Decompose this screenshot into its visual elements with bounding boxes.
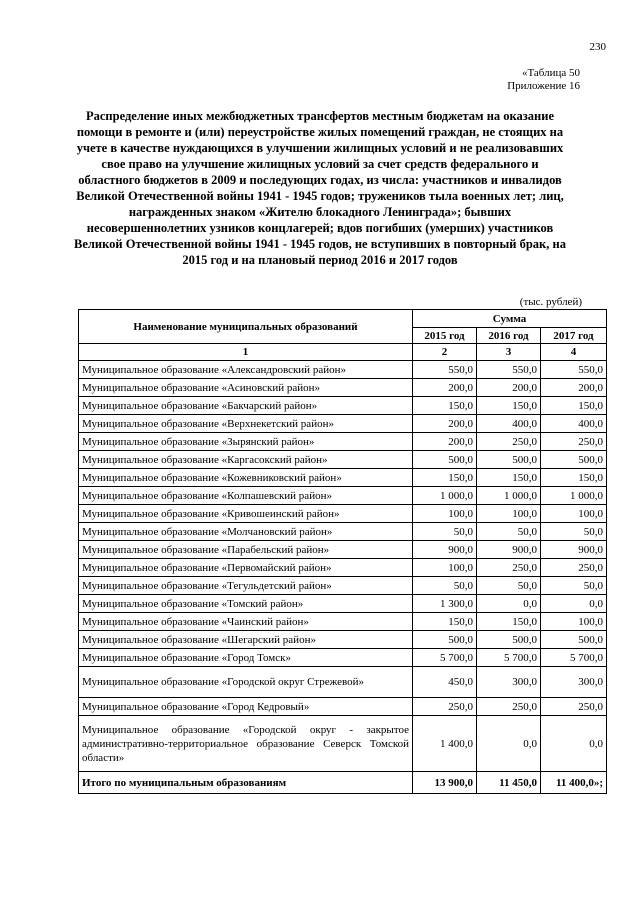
value-2015: 200,0 bbox=[413, 415, 477, 433]
value-2016: 200,0 bbox=[477, 379, 541, 397]
value-2016: 1 000,0 bbox=[477, 487, 541, 505]
value-2016: 500,0 bbox=[477, 631, 541, 649]
header-col-3: 3 bbox=[477, 344, 541, 361]
value-2016: 250,0 bbox=[477, 433, 541, 451]
table-row bbox=[79, 541, 607, 559]
value-2017: 150,0 bbox=[541, 397, 607, 415]
value-2016: 500,0 bbox=[477, 451, 541, 469]
value-2016: 400,0 bbox=[477, 415, 541, 433]
value-2017: 200,0 bbox=[541, 379, 607, 397]
table-row bbox=[79, 505, 607, 523]
municipality-name: Муниципальное образование «Кривошеинский район» bbox=[79, 505, 413, 523]
municipality-name: Муниципальное образование «Чаинский район» bbox=[79, 613, 413, 631]
municipality-name: Муниципальное образование «Каргасокский район» bbox=[79, 451, 413, 469]
header-name: Наименование муниципальных образований bbox=[79, 310, 413, 344]
value-2017: 400,0 bbox=[541, 415, 607, 433]
value-2017: 550,0 bbox=[541, 361, 607, 379]
value-2016: 0,0 bbox=[477, 716, 541, 772]
table-row bbox=[79, 577, 607, 595]
table-row bbox=[79, 451, 607, 469]
value-2016: 50,0 bbox=[477, 523, 541, 541]
value-2017: 50,0 bbox=[541, 523, 607, 541]
table-row bbox=[79, 361, 607, 379]
table-row bbox=[79, 595, 607, 613]
value-2015: 150,0 bbox=[413, 613, 477, 631]
municipality-name: Муниципальное образование «Город Томск» bbox=[79, 649, 413, 667]
municipality-name: Муниципальное образование «Город Кедровый» bbox=[79, 698, 413, 716]
value-2017: 250,0 bbox=[541, 698, 607, 716]
value-2016: 100,0 bbox=[477, 505, 541, 523]
municipality-name: Муниципальное образование «Первомайский район» bbox=[79, 559, 413, 577]
value-2016: 300,0 bbox=[477, 667, 541, 698]
table-row bbox=[79, 487, 607, 505]
total-2016: 11 450,0 bbox=[477, 772, 541, 794]
table-reference: «Таблица 50 bbox=[521, 67, 580, 79]
header-2015: 2015 год bbox=[413, 328, 477, 344]
document-title: Распределение иных межбюджетных трансфертов местным бюджетам на оказание помощи в ремонте и (или) переустройстве жилых помещений граждан, не стоящих на учете в качестве нуждающихся в улучшении жилищных условий и не реализовавших свое право на улучшение жилищных условий за счет средств федерального и областного бюджетов в 2009 и последующих годах, из числа: участников и инвалидов Великой Отечественной войны 1941 - 1945 годов; тружеников тыла военных лет; лиц, награжденных знаком «Жителю блокадного Ленинграда»; бывших несовершеннолетних узников концлагерей; вдов погибших (умерших) участников Великой Отечественной войны 1941 - 1945 годов, не вступивших в повторный брак, на 2015 год и на плановый период 2016 и 2017 годов bbox=[74, 109, 566, 267]
value-2017: 5 700,0 bbox=[541, 649, 607, 667]
value-2015: 150,0 bbox=[413, 397, 477, 415]
value-2017: 0,0 bbox=[541, 595, 607, 613]
value-2015: 5 700,0 bbox=[413, 649, 477, 667]
municipality-name: Муниципальное образование «Молчановский район» bbox=[79, 523, 413, 541]
header-sum: Сумма bbox=[413, 310, 607, 328]
value-2016: 900,0 bbox=[477, 541, 541, 559]
value-2015: 100,0 bbox=[413, 559, 477, 577]
value-2015: 500,0 bbox=[413, 451, 477, 469]
table-row bbox=[79, 433, 607, 451]
municipality-name: Муниципальное образование «Шегарский район» bbox=[79, 631, 413, 649]
total-row bbox=[79, 772, 607, 794]
value-2017: 100,0 bbox=[541, 613, 607, 631]
value-2017: 500,0 bbox=[541, 451, 607, 469]
municipality-name: Муниципальное образование «Томский район» bbox=[79, 595, 413, 613]
table-row bbox=[79, 379, 607, 397]
value-2016: 5 700,0 bbox=[477, 649, 541, 667]
municipality-name: Муниципальное образование «Асиновский район» bbox=[79, 379, 413, 397]
municipality-name: Муниципальное образование «Бакчарский район» bbox=[79, 397, 413, 415]
municipality-name: Муниципальное образование «Зырянский район» bbox=[79, 433, 413, 451]
municipality-name: Муниципальное образование «Колпашевский район» bbox=[79, 487, 413, 505]
value-2015: 50,0 bbox=[413, 523, 477, 541]
table-row bbox=[79, 415, 607, 433]
table-row bbox=[79, 523, 607, 541]
transfers-table bbox=[78, 309, 607, 794]
value-2015: 200,0 bbox=[413, 379, 477, 397]
value-2016: 0,0 bbox=[477, 595, 541, 613]
value-2015: 1 400,0 bbox=[413, 716, 477, 772]
table-row bbox=[79, 649, 607, 667]
value-2015: 150,0 bbox=[413, 469, 477, 487]
table-row bbox=[79, 716, 607, 772]
value-2016: 150,0 bbox=[477, 469, 541, 487]
header-col-1: 1 bbox=[79, 344, 413, 361]
value-2016: 50,0 bbox=[477, 577, 541, 595]
table-row bbox=[79, 397, 607, 415]
value-2015: 900,0 bbox=[413, 541, 477, 559]
municipality-name: Муниципальное образование «Александровский район» bbox=[79, 361, 413, 379]
value-2017: 500,0 bbox=[541, 631, 607, 649]
value-2016: 150,0 bbox=[477, 397, 541, 415]
table-body bbox=[79, 361, 607, 772]
value-2017: 900,0 bbox=[541, 541, 607, 559]
value-2017: 1 000,0 bbox=[541, 487, 607, 505]
table-row bbox=[79, 469, 607, 487]
value-2016: 150,0 bbox=[477, 613, 541, 631]
value-2015: 1 000,0 bbox=[413, 487, 477, 505]
value-2017: 250,0 bbox=[541, 559, 607, 577]
value-2015: 450,0 bbox=[413, 667, 477, 698]
units-label: (тыс. рублей) bbox=[519, 296, 582, 308]
value-2016: 250,0 bbox=[477, 698, 541, 716]
table-row bbox=[79, 631, 607, 649]
value-2015: 550,0 bbox=[413, 361, 477, 379]
municipality-name: Муниципальное образование «Городской округ - закрытое административно-территориальное образование Северск Томской области» bbox=[79, 716, 413, 772]
table-row bbox=[79, 667, 607, 698]
total-2015: 13 900,0 bbox=[413, 772, 477, 794]
value-2017: 250,0 bbox=[541, 433, 607, 451]
value-2016: 250,0 bbox=[477, 559, 541, 577]
value-2017: 0,0 bbox=[541, 716, 607, 772]
header-col-2: 2 bbox=[413, 344, 477, 361]
municipality-name: Муниципальное образование «Кожевниковский район» bbox=[79, 469, 413, 487]
value-2016: 550,0 bbox=[477, 361, 541, 379]
table-row bbox=[79, 559, 607, 577]
total-2017: 11 400,0»; bbox=[541, 772, 607, 794]
value-2015: 50,0 bbox=[413, 577, 477, 595]
municipality-name: Муниципальное образование «Городской округ Стрежевой» bbox=[79, 667, 413, 698]
municipality-name: Муниципальное образование «Верхнекетский район» bbox=[79, 415, 413, 433]
value-2015: 100,0 bbox=[413, 505, 477, 523]
total-label: Итого по муниципальным образованиям bbox=[79, 772, 413, 794]
value-2017: 50,0 bbox=[541, 577, 607, 595]
table-row bbox=[79, 698, 607, 716]
municipality-name: Муниципальное образование «Тегульдетский район» bbox=[79, 577, 413, 595]
value-2015: 500,0 bbox=[413, 631, 477, 649]
value-2017: 150,0 bbox=[541, 469, 607, 487]
page-number: 230 bbox=[589, 41, 606, 53]
header-2016: 2016 год bbox=[477, 328, 541, 344]
value-2017: 300,0 bbox=[541, 667, 607, 698]
table-row bbox=[79, 613, 607, 631]
value-2017: 100,0 bbox=[541, 505, 607, 523]
value-2015: 1 300,0 bbox=[413, 595, 477, 613]
header-col-4: 4 bbox=[541, 344, 607, 361]
appendix-reference: Приложение 16 bbox=[507, 80, 580, 92]
municipality-name: Муниципальное образование «Парабельский район» bbox=[79, 541, 413, 559]
header-2017: 2017 год bbox=[541, 328, 607, 344]
value-2015: 200,0 bbox=[413, 433, 477, 451]
value-2015: 250,0 bbox=[413, 698, 477, 716]
